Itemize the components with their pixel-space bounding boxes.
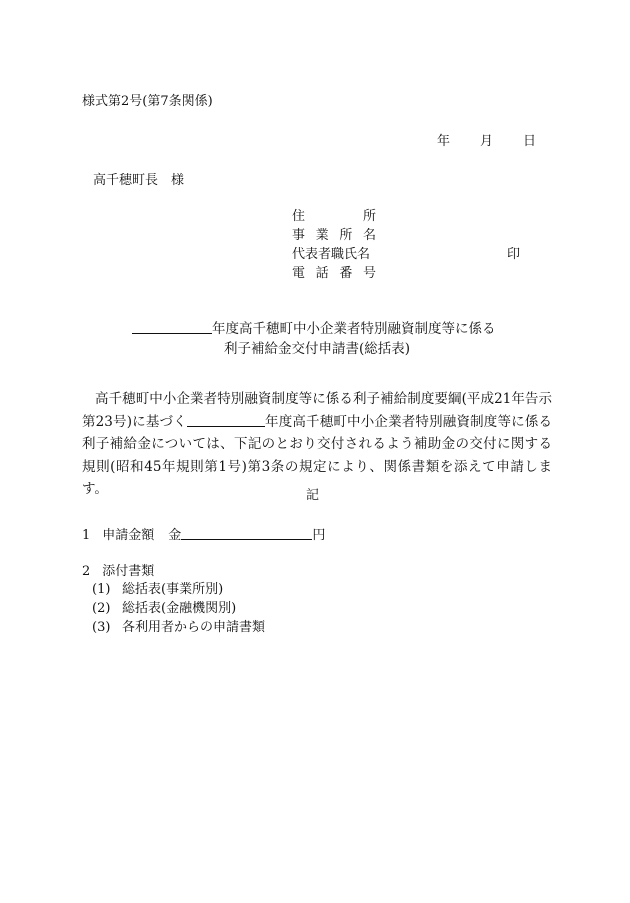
item-1-number: 1 — [82, 528, 91, 543]
body-part-1: 高千穂町中小企業者特別融資制度等に係る利子補給制度要綱(平成21年告示第23号)に基づく — [82, 391, 552, 430]
attachment-item: (3) 各利用者からの申請書類 — [92, 620, 266, 635]
date-day: 日 — [523, 134, 537, 149]
applicant-business-label — [292, 227, 376, 245]
attachments-list — [92, 581, 265, 638]
applicant-address-label — [292, 208, 376, 226]
title-line-1 — [132, 319, 496, 339]
ki-heading: 記 — [306, 488, 320, 503]
item-1-label: 申請金額 — [102, 528, 155, 543]
application-amount-blank[interactable] — [181, 525, 312, 540]
date-month: 月 — [480, 134, 494, 149]
item-2-label: 添付書類 — [102, 564, 155, 579]
item-2-number: 2 — [82, 564, 91, 579]
body-fiscal-year-blank[interactable] — [187, 412, 265, 427]
body-part-2: 年度高千穂町中小企業者特別融資制度等に係る利子補給金については、下記のとおり交付されるよう補助金の交付に関する規則(昭和45年規則第1号)第3条の規定により、関係書類を添えて申請します。 — [82, 413, 552, 497]
attachment-item: (1) 総括表(事業所別) — [92, 582, 224, 597]
item-1-prefix: 金 — [168, 528, 182, 543]
phone-label: 電 話 番 号 — [292, 266, 376, 281]
form-label: 様式第2号(第7条関係) — [82, 94, 213, 109]
date-line — [437, 133, 536, 151]
title-line-1-text: 年度高千穂町中小企業者特別融資制度等に係る — [212, 321, 496, 337]
attachment-item: (2) 総括表(金融機関別) — [92, 601, 237, 616]
title-line-2: 利子補給金交付申請書(総括表) — [224, 341, 411, 357]
seal-mark: 印 — [507, 247, 521, 262]
business-name-label: 事 業 所 名 — [292, 228, 376, 243]
addressee: 高千穂町長 様 — [93, 173, 185, 188]
applicant-phone-label — [292, 265, 376, 283]
address-label: 住 所 — [292, 209, 376, 224]
fiscal-year-blank[interactable] — [132, 319, 212, 334]
body-paragraph — [82, 388, 552, 501]
item-2 — [82, 563, 154, 581]
date-year: 年 — [437, 134, 451, 149]
item-1-suffix: 円 — [312, 528, 326, 543]
applicant-representative-label: 代表者職氏名 — [292, 247, 371, 262]
item-1 — [82, 525, 325, 545]
